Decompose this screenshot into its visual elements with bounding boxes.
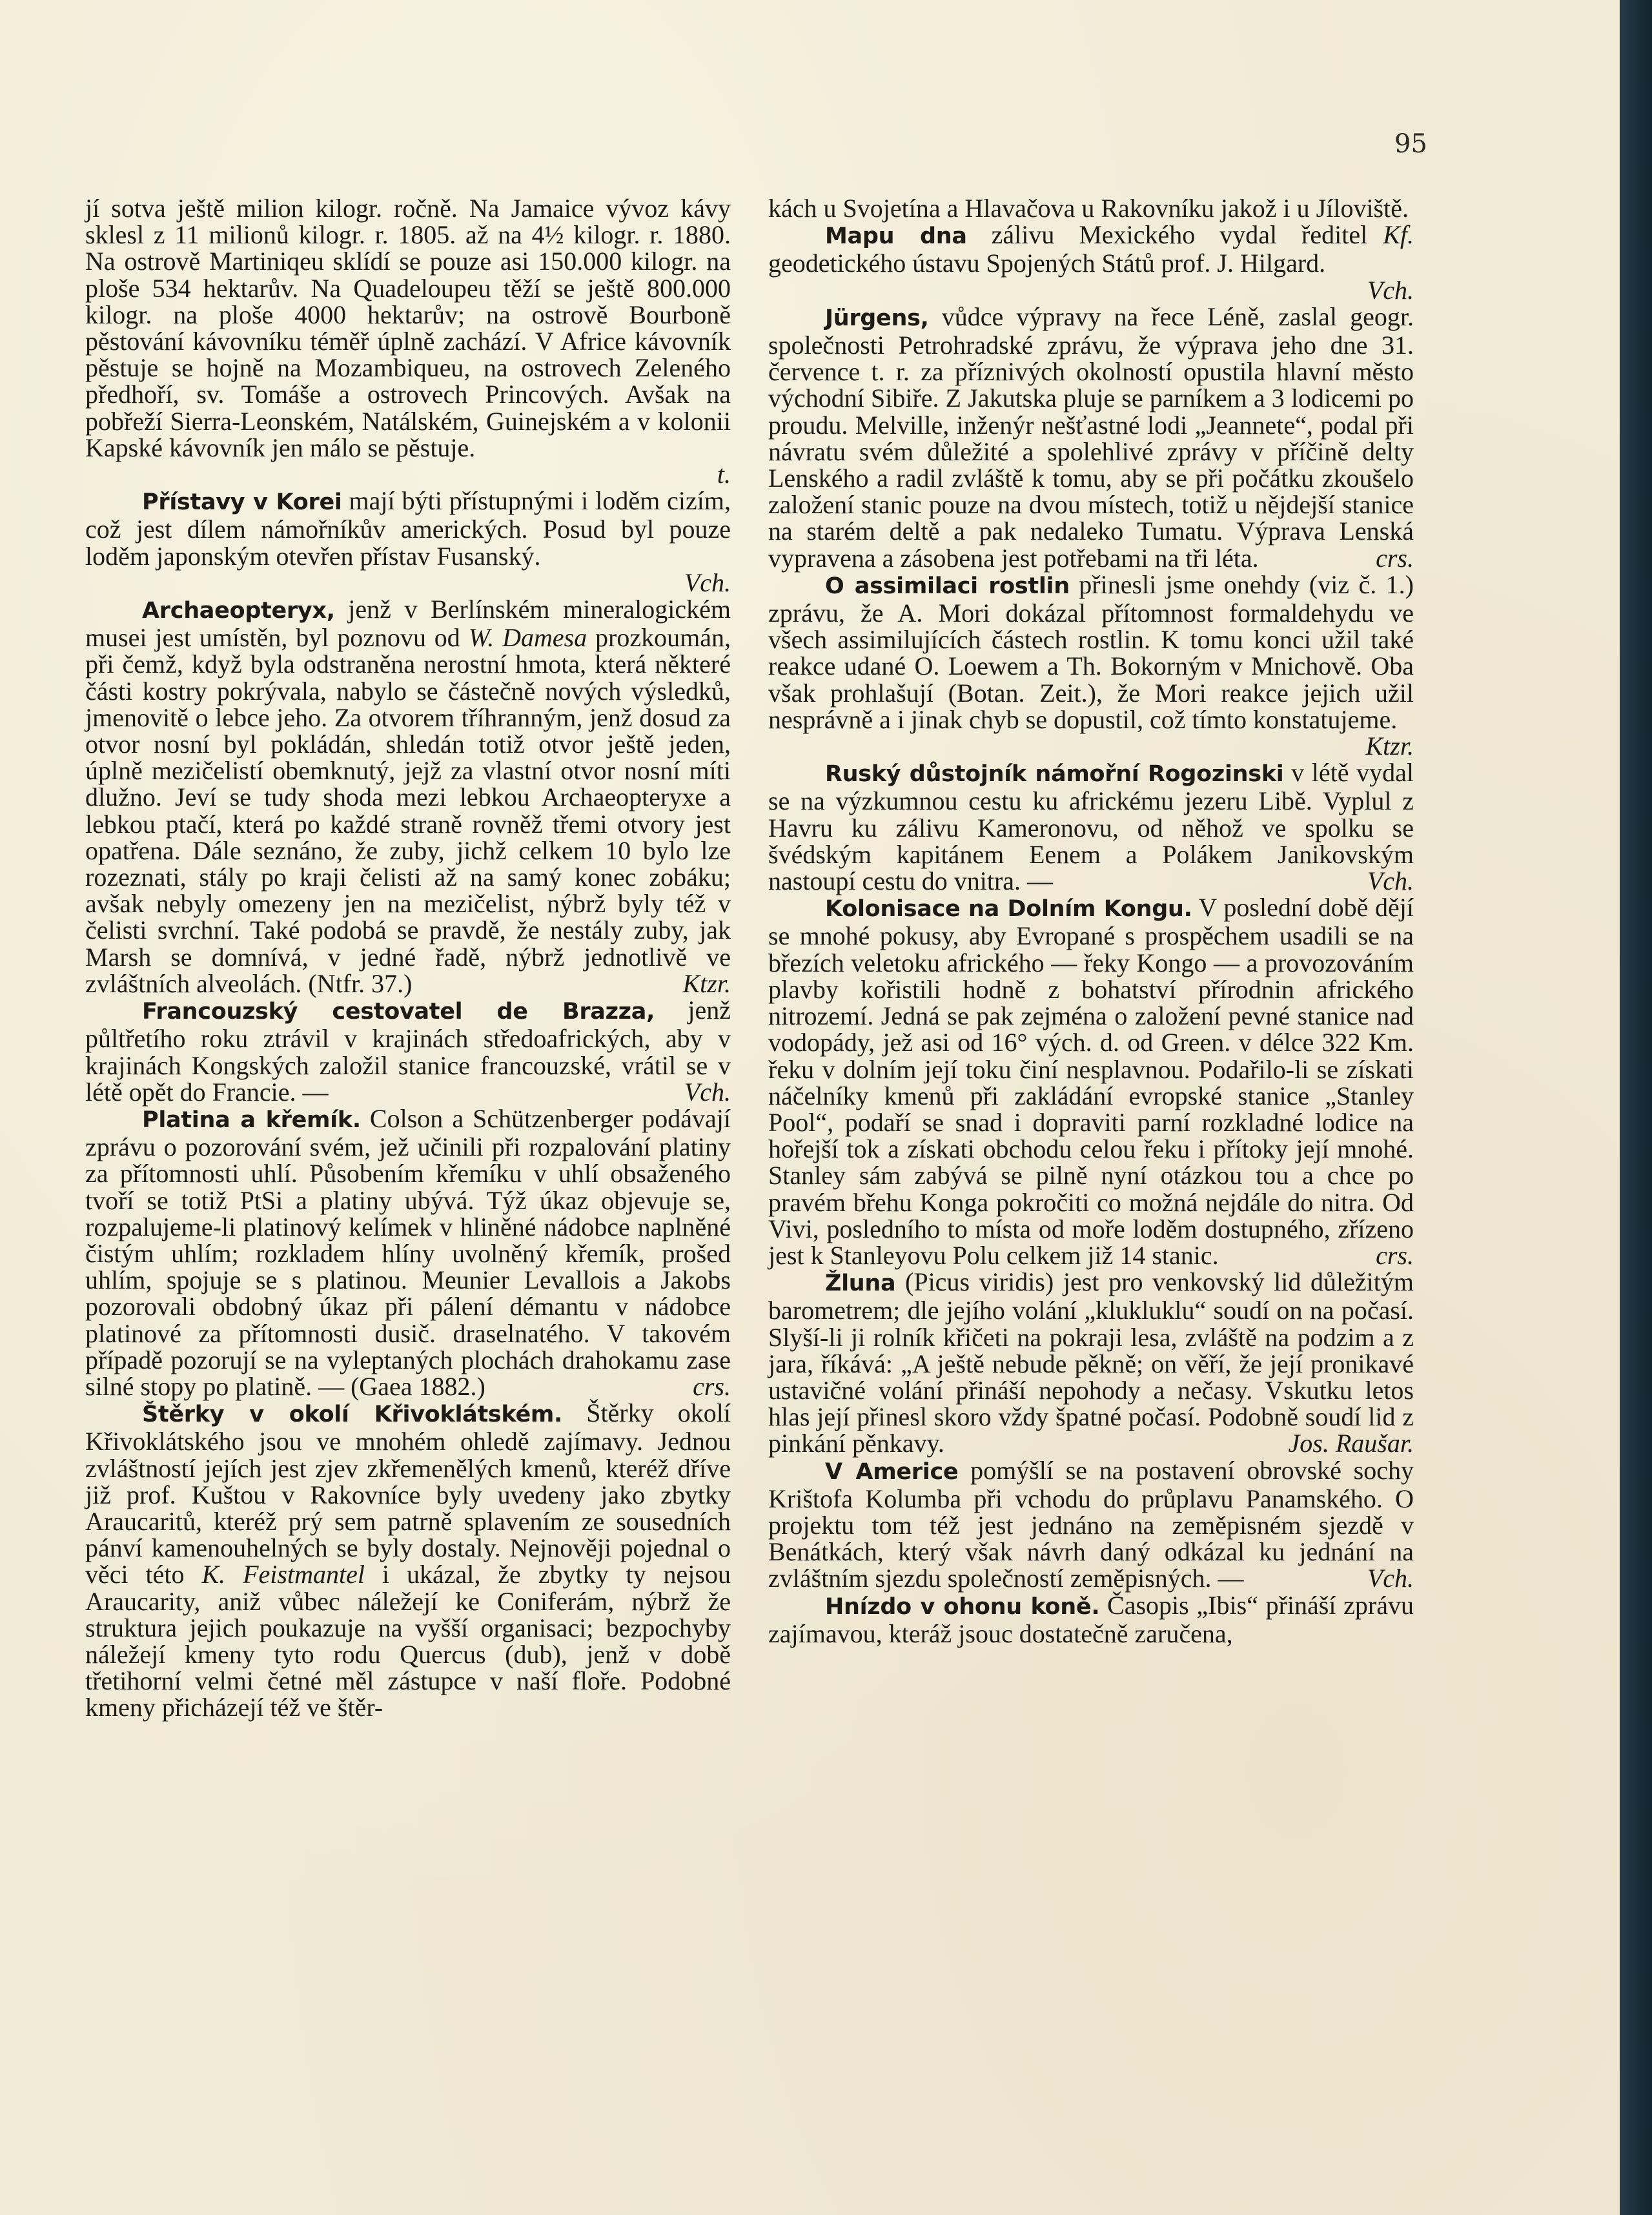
article-platinum-silicon: Platina a křemík. Colson a Schützenberger podávají zprávu o pozorování svém, jež učinili při rozpalování platiny za přítomnosti uhlí. Působením křemíku v uhlí obsaženého tvoří se totiž PtSi a platiny ubývá. Týž úkaz objevuje se, rozpalujeme-li platinový kelímek v hliněné nádobce naplněné čistým uhlím; rozkladem hlíny uvolněný křemík, prošed uhlím, spojuje se s platinou. Meunier Levallois a Jakobs pozorovali obdobný úkaz při pálení démantu v nádobce platinové za přítomnosti dusič. draselnatého. V takovém případě pozorují se na vyleptaných plochách drahokamu zase silné stopy po platině. — (Gaea 1882.) crs. [85,1103,731,1401]
article-heading: Kolonisace na Dolním Kongu. [825,896,1192,923]
article-archaeopteryx: Archaeopteryx, jenž v Berlínském mineralogickém musei jest umístěn, byl poznovu od W. Damesa prozkoumán, při čemž, když byla odstraněna nerostní hmota, která některé části kostry pokrývala, nabylo se částečně nových výsledků, jmenovitě o lebce jeho. Za otvorem tříhranným, jenž dosud za otvor nosní byl pokládán, shledán totiž otvor ještě jeden, úplně mezičelistí obemknutý, jejž za vlastní otvor nosní míti dlužno. Jeví se tudy shoda mezi lebkou Archaeopteryxe a lebkou ptačí, která po každé straně rovněž třemi otvory jest opatřena. Dále seznáno, že zuby, jichž celkem 10 bylo lze rozeznati, stály po kraji čelisti až na samý konec zobáku; avšak nebyly omezeny jen na mezičelist, nýbrž byly též v čelisti svrchní. Také podobá se pravdě, že nestály zuby, jak Marsh se domnívá, v jedné řadě, nýbrž jednotlivě ve zvláštních alveolách. (Ntfr. 37.) Ktzr. [85,595,731,998]
article-heading: Hnízdo v ohonu koně. [825,1593,1100,1620]
article-heading: O assimilaci rostlin [825,573,1070,599]
article-heading: Jürgens, [825,305,929,331]
article-heading: Přístavy v Korei [142,489,342,516]
article-heading: Mapu dna [825,223,967,250]
scanner-edge [1620,0,1652,2215]
article-america-columbus: V Americe pomýšlí se na postavení obrovské sochy Krištofa Kolumba při vchodu do průplavu Panamského. O projektu tom též jest jednáno na zeměpisném sjezdě v Benátkách, který však návrh daný odkázal ku jednání na zvláštním sjezdu společností zeměpisných. — Vch. [768,1455,1414,1593]
article-gravels-continuation: kách u Svojetína a Hlavačova u Rakovníku jakož i u Jíloviště. Kf. [768,194,1414,250]
signature: t. [717,460,731,489]
signature: crs. [1376,1240,1414,1270]
article-heading: Štěrky v okolí Křivoklátském. [142,1402,563,1428]
signature: Vch. [1367,1564,1414,1593]
signature: Jos. Raušar. [1288,1429,1414,1458]
article-heading: Francouzský cestovatel de Brazza, [142,999,655,1025]
author-name: W. Damesa [468,623,587,653]
signature: Vch. [1367,866,1414,896]
article-nest-in-horse-tail: Hnízdo v ohonu koně. Časopis „Ibis“ přináší zprávu zajímavou, kteráž jsouc dostatečně zaručena, [768,1590,1414,1648]
article-heading: V Americe [825,1458,959,1485]
signature: Vch. [1367,275,1414,305]
article-heading: Platina a křemík. [142,1107,361,1133]
signature: crs. [1376,543,1414,573]
signature: Ktzr. [682,968,731,998]
article-de-brazza: Francouzský cestovatel de Brazza, jenž půltřetího roku ztrávil v krajinách středoafrických, aby v krajinách Kongských založil stanice francouzské, vrátil se v létě opět do Francie. — Vch. [85,995,731,1107]
right-column [768,195,1414,1647]
signature: Ktzr. [1365,731,1414,761]
article-coffee-continuation: jí sotva ještě milion kilogr. ročně. Na Jamaice vývoz kávy sklesl z 11 milionů kilogr. r. 1805. až na 4½ kilogr. r. 1880. Na ostrově Martiniqeu sklídí se pouze asi 150.000 kilogr. na ploše 534 hektarův. Na Quadeloupeu těží se ještě 800.000 kilogr. na ploše 4000 hektarův; na ostrově Bourboně pěstování kávovníku téměř úplně zachází. V Africe kávovník pěstuje se hojně na Mozambiqueu, na ostrovech Zeleného předhoří, sv. Tomáše a ostrovech Princových. Avšak na pobřeží Sierra-Leonském, Natálském, Guinejském a v kolonii Kapské kávovník jen málo se pěstuje. [85,194,731,462]
article-plant-assimilation: O assimilaci rostlin přinesli jsme onehdy (viz č. 1.) zprávu, že A. Mori dokázal přítomnost formaldehydu ve všech assimilujících částech rostlin. K tomu konci užil také reakce udané O. Loewem a Th. Bokorným v Mnichově. Oba však prohlašují (Botan. Zeit.), že Mori reakce jejich užil nesprávně a i jinak chyb se dopustil, což tímto konstatujeme. [768,569,1414,734]
page-number: 95 [1394,129,1427,159]
article-heading: Archaeopteryx, [142,598,335,624]
article-jurgens: Jürgens, vůdce výpravy na řece Léně, zaslal geogr. společnosti Petrohradské zprávu, že výprava jeho dne 31. července t. r. za příznivých okolností opustila hlavní město východní Sibiře. Z Jakutska pluje se parníkem a 3 lodicemi po proudu. Melville, inženýr nešťastné lodi „Jeannete“, podal při návratu svém důležité a spolehlivé zprávy v příčině delty Lenského a radil zvláště k tomu, aby se při počátku zkoušelo založení stanic pouze na dvou místech, totiž u nějdejší stanice na starém deltě a pak nedaleko Tumatu. Výprava Lenská vypravena a zásobena jest potřebami na tři léta. crs. [768,301,1414,573]
signature: Kf. [1383,220,1414,250]
signature: crs. [693,1371,731,1401]
article-green-woodpecker: Žluna (Picus viridis) jest pro venkovský lid důležitým barometrem; dle jejího volání „klukluklu“ soudí on na počasí. Slyší-li ji rolník křičeti na pokraji lesa, zvláště na podzim a z jara, říkává: „A ještě nebude pěkně; on věří, že její pronikavé ustavičné volání přináší nepohody a nečasy. Vskutku letos hlas její přinesl skoro vždy špatné počasí. Podobně soudí lid z pinkání pěnkavy. Jos. Raušar. [768,1267,1414,1458]
article-rogozinski: Ruský důstojník námořní Rogozinski v létě vydal se na výzkumnou cestu ku africkému jezeru Libě. Vyplul z Havru ku zálivu Kameronovu, od něhož ve spolku se švédským kapitánem Eenem a Polákem Janikovským nastoupí cestu do vnitra. — Vch. [768,758,1414,896]
article-heading: Žluna [825,1271,896,1297]
article-korea-ports: Přístavy v Korei mají býti přístupnými i loděm cizím, což jest dílem námořníkův amerických. Posud byl pouze loděm japonským otevřen přístav Fusanský. [85,486,731,571]
article-krivoklat-gravels: Štěrky v okolí Křivoklátském. Štěrky okolí Křivoklátského jsou ve mnohém ohledě zajímavy. Jednou zvláštností jejích jest zjev zkřemenělých kmenů, kteréž dříve již prof. Kuštou v Rakovníce byly uvedeny jako zbytky Araucaritů, kteréž prý sem patrně splavením ze sousedních pánví kamenouhelných se byly dostaly. Nejnověji pojednal o věci této K. Feistmantel i ukázal, že zbytky ty nejsou Araucarity, aniž vůbec náležejí ke Coniferám, nýbrž že struktura jejich poukazuje na vyšší organisaci; bezpochyby náležejí kmeny tyto rodu Quercus (dub), jenž v době třetihorní velmi četné měl zástupce v naší floře. Podobné kmeny přicházejí též ve štěr- [85,1398,731,1722]
signature: Vch. [684,567,731,597]
left-column [85,195,731,1721]
signature: Vch. [684,1077,731,1107]
article-congo-colonisation: Kolonisace na Dolním Kongu. V poslední době dějí se mnohé pokusy, aby Evropané s prospěchem usadili se na březích veletoku afrického — řeky Kongo — a provozováním plavby kořistili hodně z bohatství přírodnin afrického nitrozemí. Jedná se pak zejména o založení pevné stanice nad vodopády, jež asi od 16° vých. d. od Green. v délce 322 Km. řeku v dolním její toku činí nesplavnou. Podařilo-li se získati náčelníky kmenů při zakládání evropské stanice „Stanley Pool“, podaří se snad i dopraviti parní rozkladné lodice na hořejší tok a získati obchodu celou řeku i přítoky její mnohé. Stanley sám zabývá se pilně nyní otázkou tou a chce po pravém břehu Konga pokročiti co možná nejdále do nitra. Od Vivi, posledního to místa od moře loděm dostupného, zřízeno jest k Stanleyovu Polu celkem již 14 stanic. crs. [768,893,1414,1270]
article-heading: Ruský důstojník námořní Rogozinski [825,761,1284,788]
author-name: K. Feistmantel [201,1560,365,1589]
article-gulf-map: Mapu dna zálivu Mexického vydal ředitel geodetického ústavu Spojených Států prof. J. Hilgard. [768,220,1368,278]
